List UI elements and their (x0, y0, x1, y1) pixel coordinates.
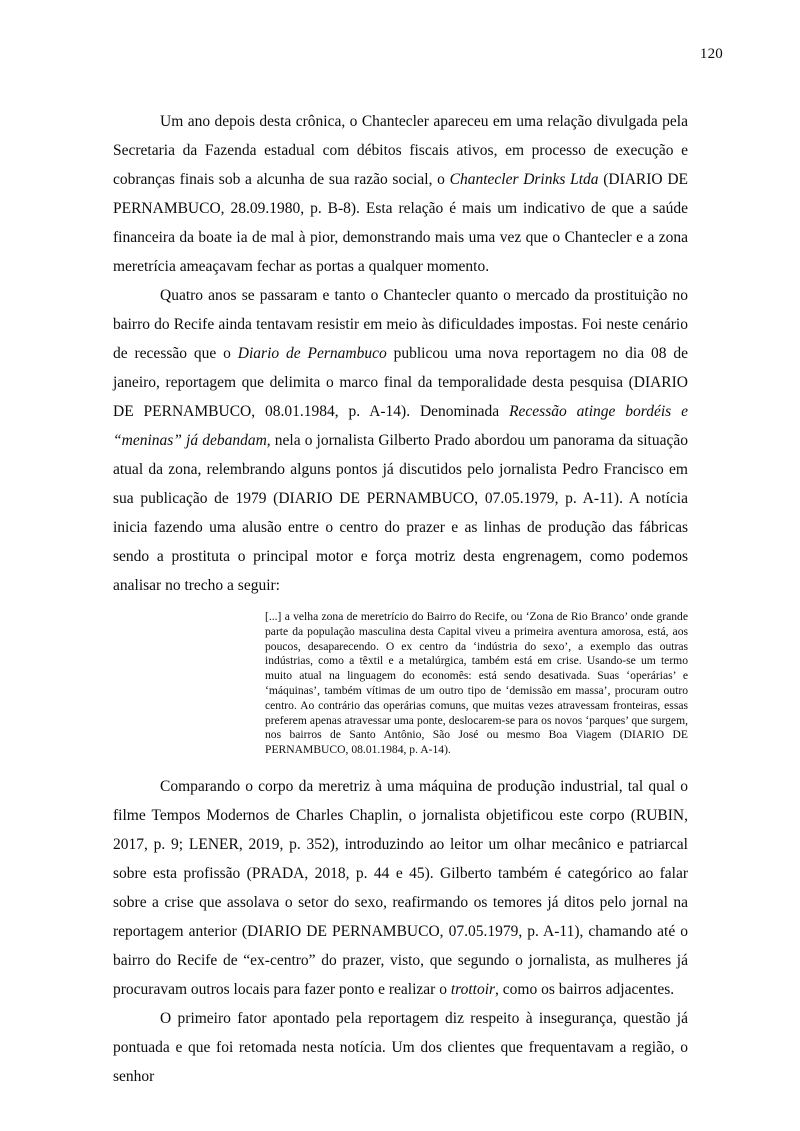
paragraph-1984-report (113, 281, 688, 600)
text-run: [...] a velha zona de meretrício do Bairro do Recife, ou ‘Zona de Rio Branco’ onde grande parte da população masculina desta Capital viveu a primeira aventura amorosa, está, aos poucos, desaparecendo. O ex centro da ‘indústria do sexo’, a exemplo das outras indústrias, como a têxtil e a metalúrgica, também está em crise. Usando-se um termo muito atual na linguagem do economês: está sendo desativada. Suas ‘operárias’ e ‘máquinas’, também vítimas de um outro tipo de ‘demissão em massa’, procuram outro centro. Ao contrário das operárias comuns, que muitas vezes atravessam fronteiras, essas preferem apenas atravessar uma ponte, deslocarem-se para os novos ‘parques’ que surgem, nos bairros de Santo Antônio, São José ou mesmo Boa Viagem (DIARIO DE PERNAMBUCO, 08.01.1984, p. A-14). (265, 610, 688, 757)
page-content (113, 107, 688, 1091)
text-run: O primeiro fator apontado pela reportagem diz respeito à insegurança, questão já pontuada e que foi retomada nesta notícia. Um dos clientes que frequentavam a região, o senhor (113, 1009, 688, 1085)
page-number: 120 (699, 46, 723, 62)
text-run: (DIARIO DE PERNAMBUCO, 28.09.1980, p. B-8). Esta relação é mais um indicativo de que a saúde financeira da boate ia de mal à pior, demonstrando mais uma vez que o Chantecler e a zona meretrícia ameaçavam fechar as portas a qualquer momento. (113, 171, 688, 275)
text-run: Comparando o corpo da meretriz à uma máquina de produção industrial, tal qual o filme Tempos Modernos de Charles Chaplin, o jornalista objetificou este corpo (RUBIN, 2017, p. 9; LENER, 2019, p. 352), introduzindo ao leitor um olhar mecânico e patriarcal sobre esta profissão (PRADA, 2018, p. 44 e 45). Gilberto também é categórico ao falar sobre a crise que assolava o setor do sexo, reafirmando os temores já ditos pelo jornal na reportagem anterior (DIARIO DE PERNAMBUCO, 07.05.1979, p. A-11), chamando até o bairro do Recife de “ex-centro” do prazer, visto, que segundo o jornalista, as mulheres já procuravam outros locais para fazer ponto e realizar o (113, 777, 688, 998)
newspaper-long-quote (265, 610, 688, 758)
italic-text-run: Recessão atinge bordéis e “meninas” já debandam (113, 403, 688, 449)
text-run: , nela o jornalista Gilberto Prado abordou um panorama da situação atual da zona, relembrando alguns pontos já discutidos pelo jornalista Pedro Francisco em sua publicação de 1979 (DIARIO DE PERNAMBUCO, 07.05.1979, p. A-11). A notícia inicia fazendo uma alusão entre o centro do prazer e as linhas de produção das fábricas sendo a prostituta o principal motor e força motriz desta engrenagem, como podemos analisar no trecho a seguir: (113, 432, 688, 594)
text-run: Um ano depois desta crônica, o Chantecler apareceu em uma relação divulgada pela Secretaria da Fazenda estadual com débitos fiscais ativos, em processo de execução e cobranças finais sob a alcunha de sua razão social, o (113, 113, 688, 188)
paragraph-analysis-chaplin (113, 772, 688, 1004)
paragraph-insecurity-intro (113, 1004, 688, 1091)
paragraph-chantecler-debts (113, 107, 688, 281)
italic-text-run: trottoir (450, 980, 496, 998)
text-run: , como os bairros adjacentes. (495, 980, 675, 998)
text-run: publicou uma nova reportagem no dia 08 de janeiro, reportagem que delimita o marco final da temporalidade desta pesquisa (DIARIO DE PERNAMBUCO, 08.01.1984, p. A-14). Denominada (113, 345, 688, 420)
italic-text-run: Diario de Pernambuco (237, 345, 387, 362)
text-run: Quatro anos se passaram e tanto o Chantecler quanto o mercado da prostituição no bairro do Recife ainda tentavam resistir em meio às dificuldades impostas. Foi neste cenário de recessão que o (113, 287, 688, 362)
italic-text-run: Chantecler Drinks Ltda (449, 171, 599, 188)
